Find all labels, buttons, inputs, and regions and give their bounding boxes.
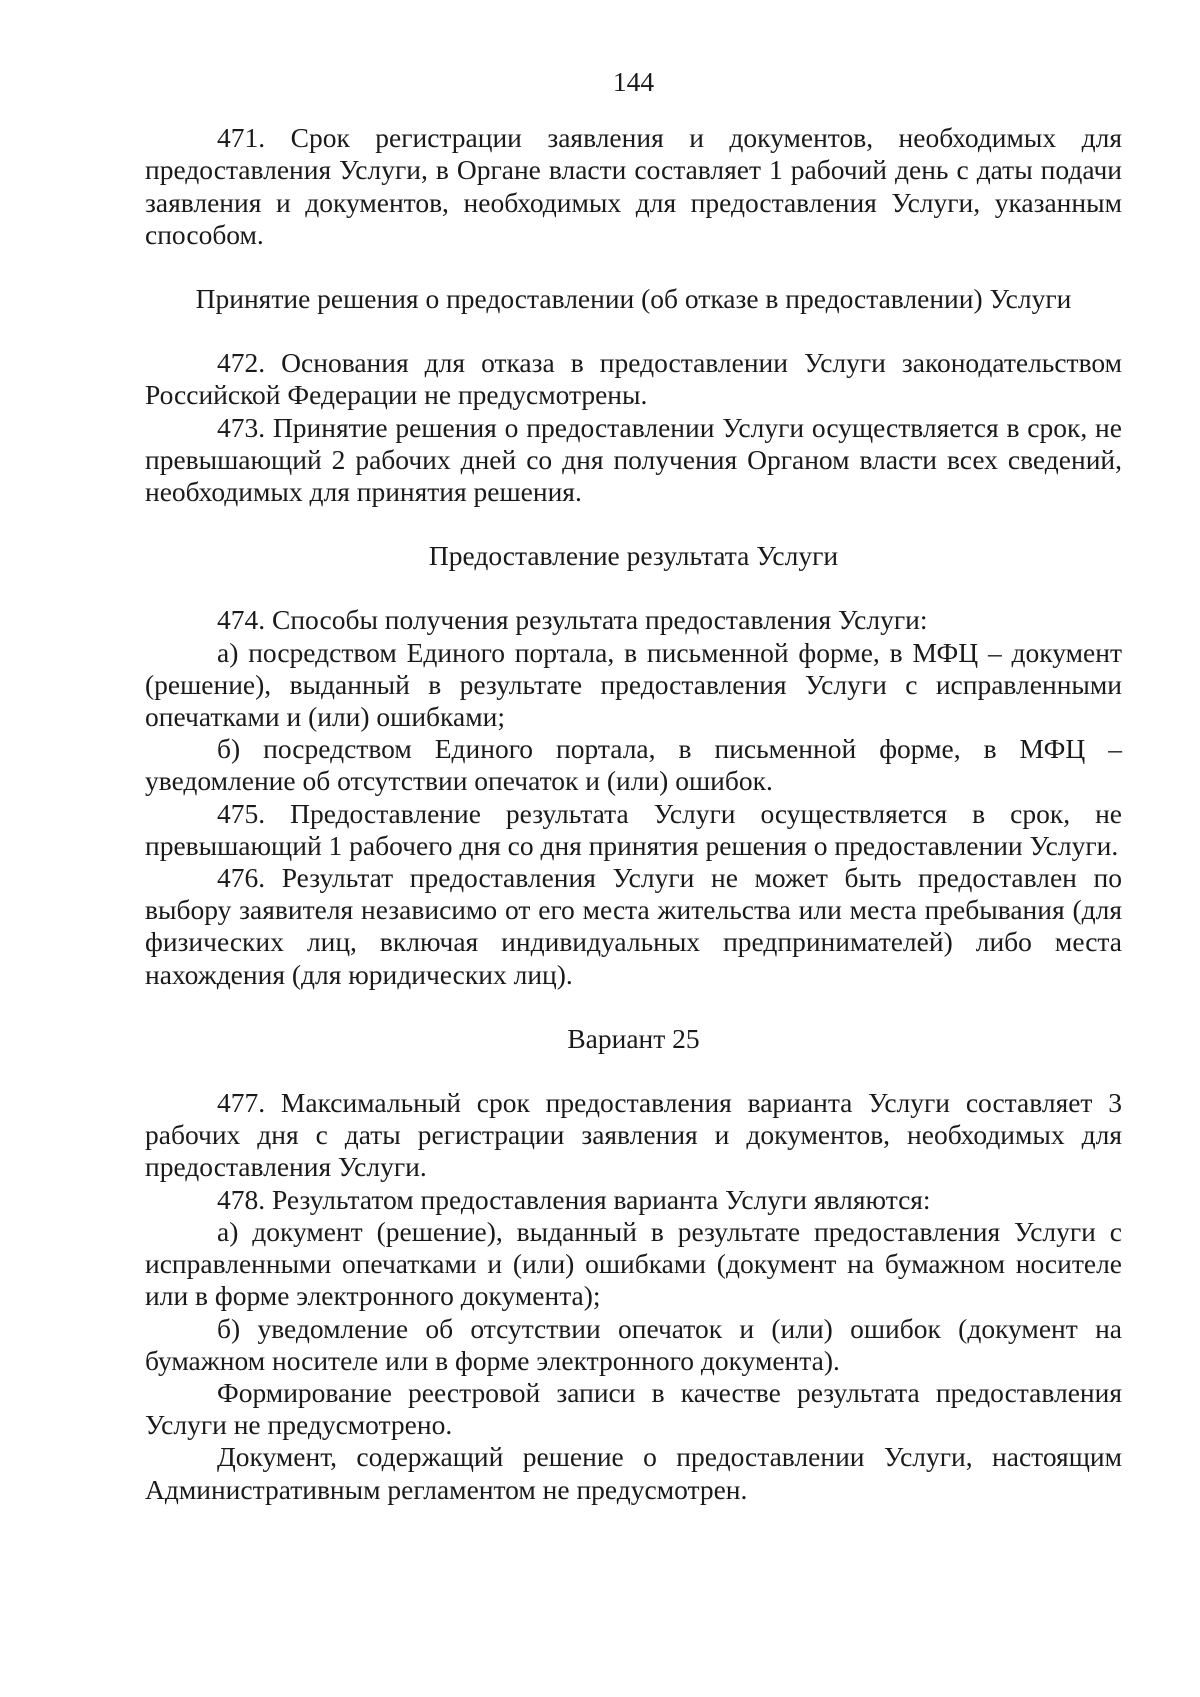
paragraph-478-b: б) уведомление об отсутствии опечаток и (или) ошибок (документ на бумажном носителе или в форме электронного документа). — [145, 1312, 1122, 1376]
paragraph-decision-document: Документ, содержащий решение о предоставлении Услуги, настоящим Административным регламентом не предусмотрен. — [145, 1441, 1122, 1505]
paragraph-478-a: а) документ (решение), выданный в результате предоставления Услуги с исправленными опечатками и (или) ошибками (документ на бумажном носителе или в форме электронного документа); — [145, 1215, 1122, 1312]
paragraph-472: 472. Основания для отказа в предоставлении Услуги законодательством Российской Федерации не предусмотрены. — [145, 347, 1122, 411]
paragraph-registry-record: Формирование реестровой записи в качестве результата предоставления Услуги не предусмотрено. — [145, 1376, 1122, 1441]
paragraph-474-b: б) посредством Единого портала, в письменной форме, в МФЦ – уведомление об отсутствии опечаток и (или) ошибок. — [145, 733, 1122, 797]
spacer — [145, 315, 1122, 347]
paragraph-475: 475. Предоставление результата Услуги осуществляется в срок, не превышающий 1 рабочего дня со дня принятия решения о предоставлении Услуги. — [145, 797, 1122, 861]
page-number: 144 — [612, 66, 655, 97]
spacer — [145, 991, 1122, 1023]
paragraph-474-a: а) посредством Единого портала, в письменной форме, в МФЦ – документ (решение), выданный в результате предоставления Услуги с исправленными опечатками и (или) ошибками; — [145, 636, 1122, 733]
paragraph-471: 471. Срок регистрации заявления и документов, необходимых для предоставления Услуги, в Органе власти составляет 1 рабочий день с даты подачи заявления и документов, необходимых для предоставления Услуги, указанным способом. — [145, 122, 1122, 250]
document-page — [145, 66, 1122, 1506]
paragraph-476: 476. Результат предоставления Услуги не может быть предоставлен по выбору заявителя независимо от его места жительства или места пребывания (для физических лиц, включая индивидуальных предпринимателей) либо места нахождения (для юридических лиц). — [145, 862, 1122, 990]
paragraph-474: 474. Способы получения результата предоставления Услуги: — [217, 604, 928, 636]
paragraph-473: 473. Принятие решения о предоставлении Услуги осуществляется в срок, не превышающий 2 рабочих дней со дня получения Органом власти всех сведений, необходимых для принятия решения. — [145, 411, 1122, 508]
spacer — [145, 508, 1122, 540]
section-heading-decision: Принятие решения о предоставлении (об отказе в предоставлении) Услуги — [195, 283, 1072, 315]
spacer — [145, 572, 1122, 604]
spacer — [145, 251, 1122, 283]
section-heading-result: Предоставление результата Услуги — [428, 540, 839, 572]
paragraph-478: 478. Результатом предоставления варианта Услуги являются: — [217, 1183, 931, 1215]
spacer — [145, 1055, 1122, 1087]
section-heading-variant: Вариант 25 — [567, 1022, 700, 1054]
paragraph-477: 477. Максимальный срок предоставления варианта Услуги составляет 3 рабочих дня с даты регистрации заявления и документов, необходимых для предоставления Услуги. — [145, 1087, 1122, 1183]
